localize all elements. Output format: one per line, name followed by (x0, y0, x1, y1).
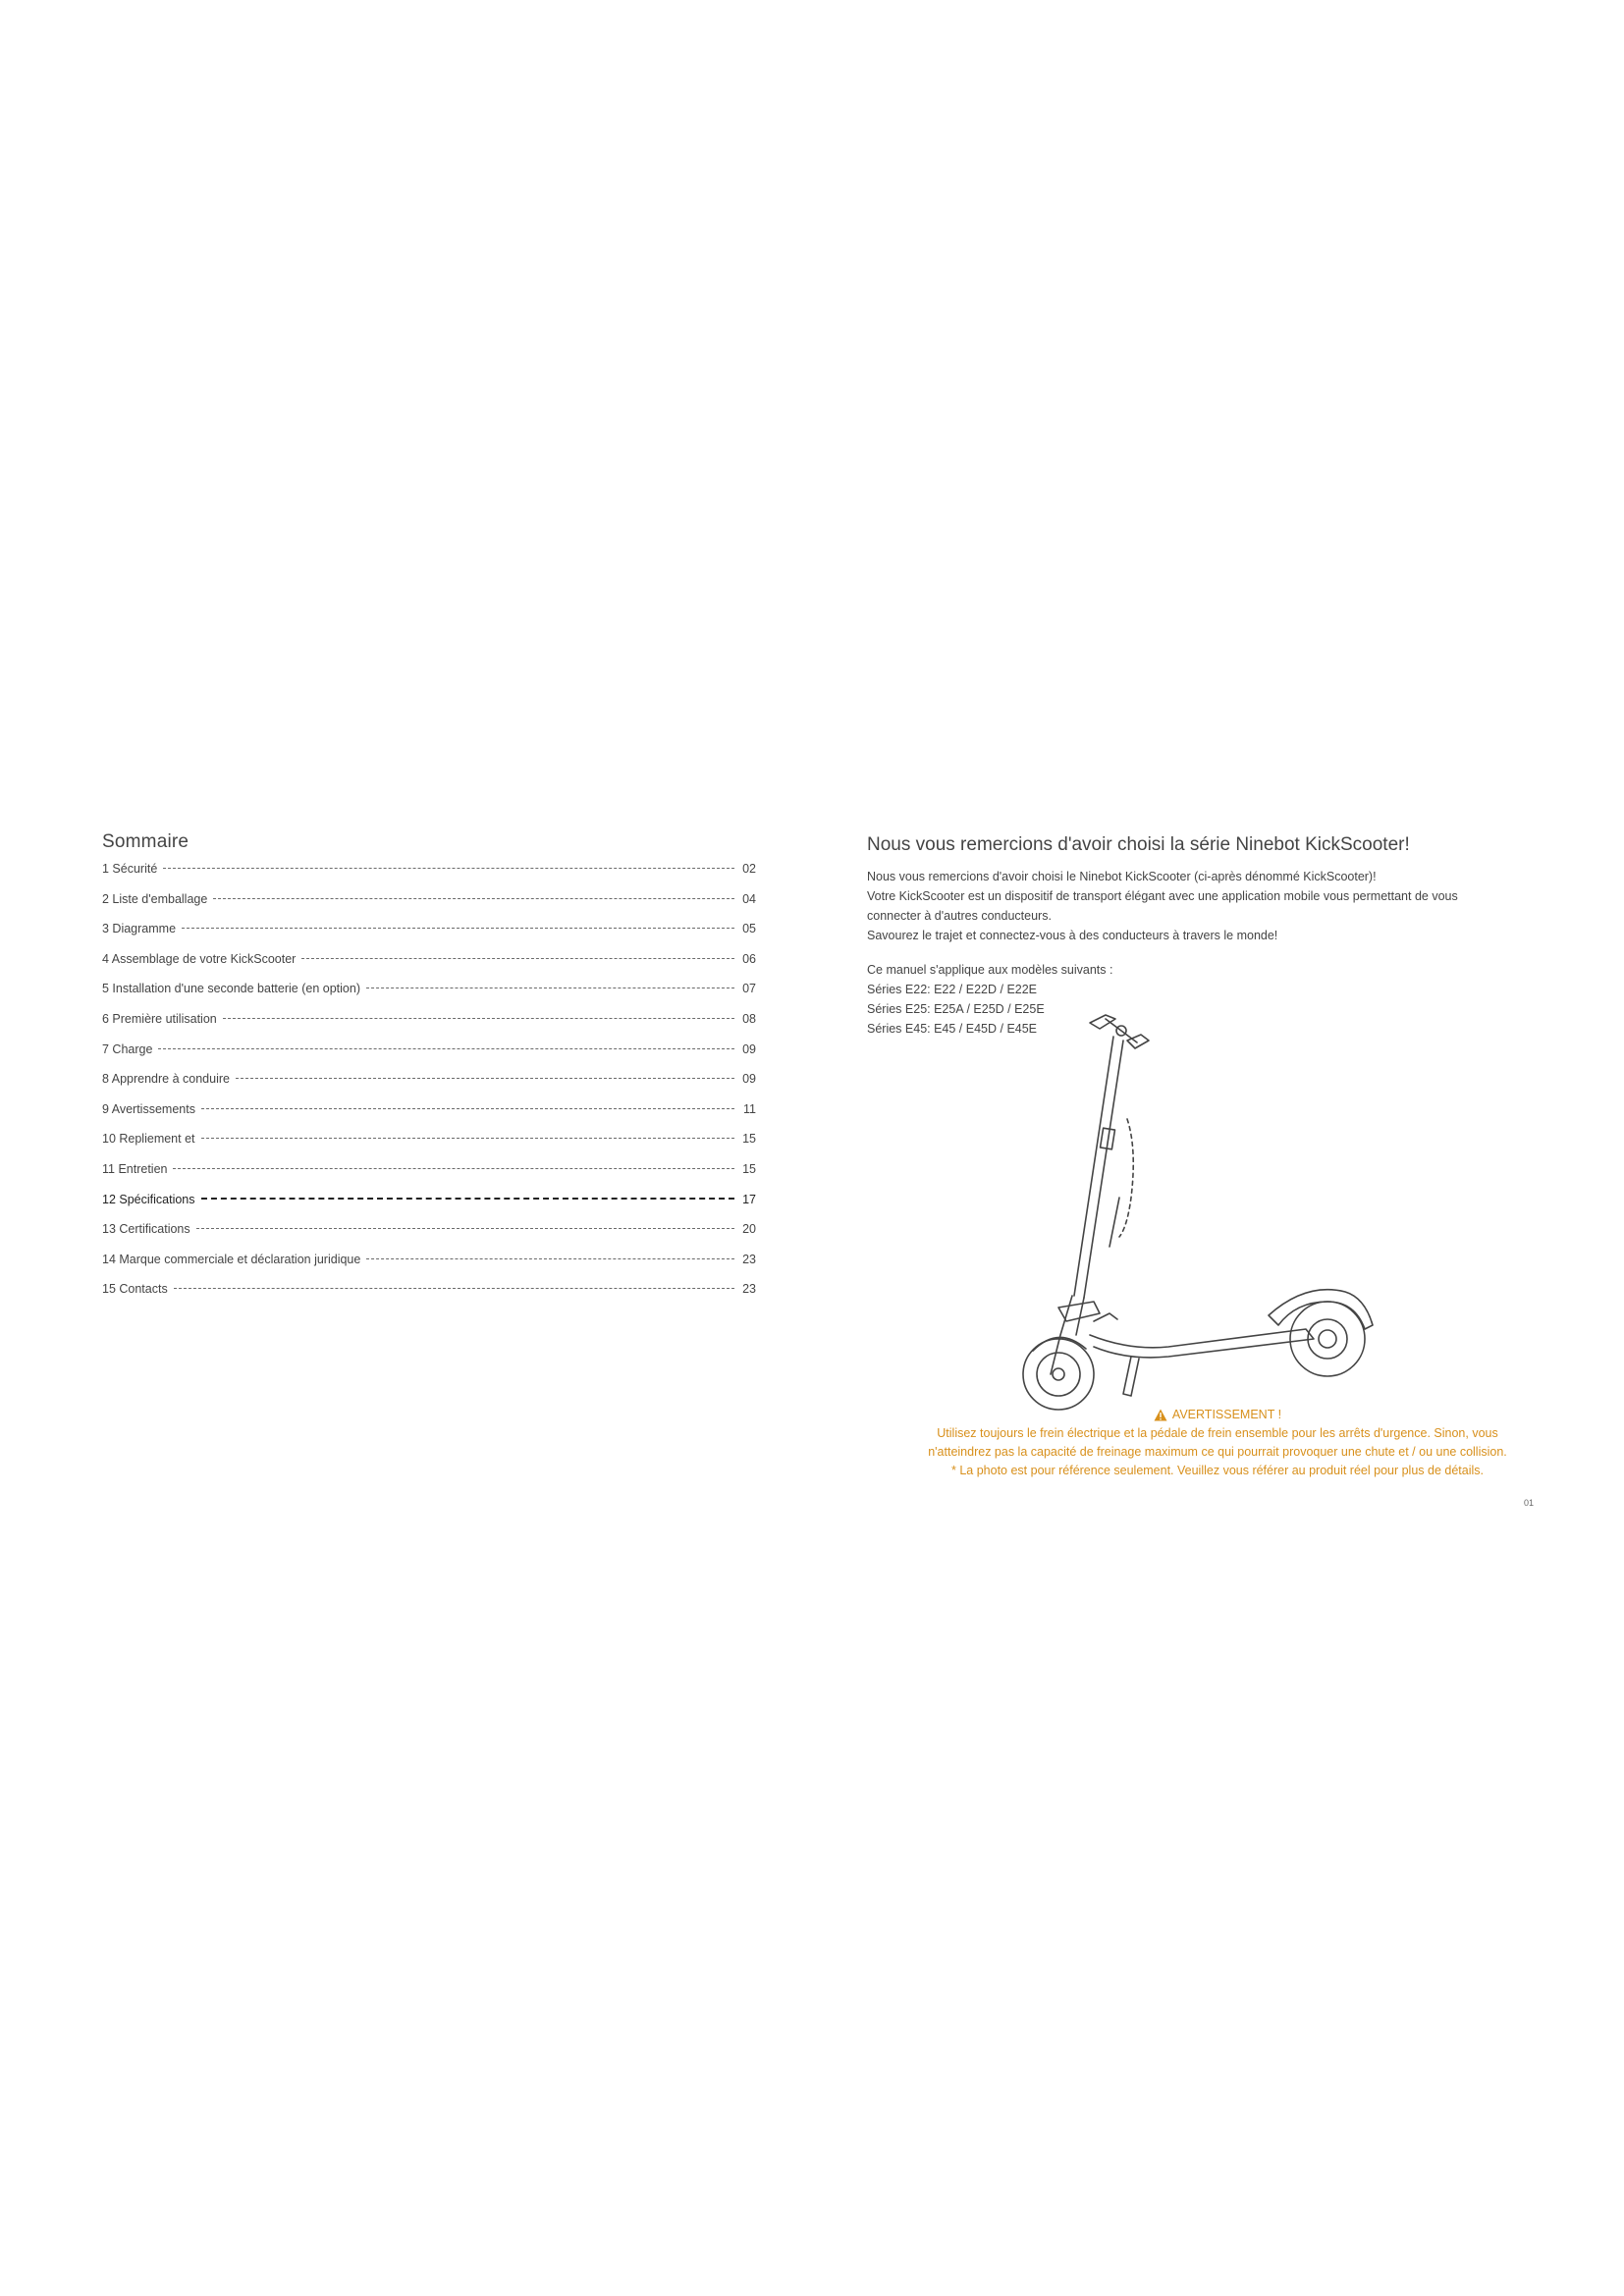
intro-line: connecter à d'autres conducteurs. (867, 909, 1052, 923)
toc-row[interactable] (102, 982, 756, 1012)
intro-line: Votre KickScooter est un dispositif de transport élégant avec une application mobile vous permettant de vous (867, 889, 1458, 903)
toc-leader-dots (301, 958, 734, 959)
warning-triangle-icon (1154, 1409, 1167, 1421)
toc-row[interactable] (102, 1102, 756, 1133)
toc-leader-dots (173, 1168, 734, 1169)
toc-entry-page: 02 (742, 862, 756, 876)
warning-block (884, 1406, 1551, 1480)
toc-entry-page: 05 (742, 922, 756, 936)
toc-entry-page: 20 (742, 1222, 756, 1237)
warning-note: * La photo est pour référence seulement. Veuillez vous référer au produit réel pour plus de détails. (951, 1464, 1484, 1477)
toc-row[interactable] (102, 1162, 756, 1193)
toc-row[interactable] (102, 862, 756, 892)
intro-title: Nous vous remercions d'avoir choisi la série Ninebot KickScooter! (867, 833, 1410, 855)
warning-title: AVERTISSEMENT ! (1171, 1408, 1282, 1421)
toc-entry-label: 9 Avertissements (102, 1101, 195, 1116)
warning-title-row (884, 1406, 1551, 1424)
toc-entry-label: 6 Première utilisation (102, 1011, 217, 1026)
toc-entry-label: 14 Marque commerciale et déclaration juridique (102, 1252, 361, 1266)
toc-row[interactable] (102, 1193, 756, 1223)
toc-entry-label: 3 Diagramme (102, 922, 177, 936)
toc-leader-dots (366, 1258, 734, 1259)
toc-entry-page: 07 (742, 982, 756, 996)
toc-leader-dots (201, 1198, 734, 1200)
warning-line: n'atteindrez pas la capacité de freinage maximum ce qui pourrait provoquer une chute et / ou une collision. (928, 1445, 1507, 1459)
toc-entry-label: 13 Certifications (102, 1222, 190, 1237)
toc-entry-page: 17 (742, 1192, 756, 1206)
warning-line: Utilisez toujours le frein électrique et la pédale de frein ensemble pour les arrêts d'urgence. Sinon, vous (937, 1426, 1498, 1440)
page-number: 01 (1524, 1498, 1535, 1508)
toc-row[interactable] (102, 922, 756, 952)
toc-entry-page: 23 (742, 1252, 756, 1266)
toc-entry-label: 7 Charge (102, 1041, 153, 1056)
toc-entry-label: 10 Repliement et (102, 1132, 195, 1147)
toc-leader-dots (236, 1078, 734, 1079)
toc-row[interactable] (102, 892, 756, 923)
intro-line: Savourez le trajet et connectez-vous à des conducteurs à travers le monde! (867, 929, 1278, 942)
models-line: Séries E25: E25A / E25D / E25E (867, 1002, 1045, 1016)
toc-leader-dots (201, 1108, 734, 1109)
toc-entry-page: 06 (742, 951, 756, 966)
intro-line: Nous vous remercions d'avoir choisi le Ninebot KickScooter (ci-après dénommé KickScooter)! (867, 870, 1377, 883)
toc-entry-page: 15 (742, 1161, 756, 1176)
toc-entry-label: 12 Spécifications (102, 1192, 195, 1206)
toc-row[interactable] (102, 952, 756, 983)
models-line: Séries E22: E22 / E22D / E22E (867, 983, 1038, 996)
toc-entry-label: 8 Apprendre à conduire (102, 1072, 230, 1087)
toc-row[interactable] (102, 1132, 756, 1162)
toc-leader-dots (182, 928, 734, 929)
models-line: Ce manuel s'applique aux modèles suivants : (867, 963, 1113, 977)
toc-entry-page: 15 (742, 1132, 756, 1147)
toc-entry-label: 11 Entretien (102, 1161, 168, 1176)
toc-row[interactable] (102, 1042, 756, 1073)
kickscooter-illustration (1011, 1001, 1404, 1414)
toc-entry-page: 11 (743, 1101, 756, 1116)
models-line: Séries E45: E45 / E45D / E45E (867, 1022, 1038, 1036)
toc-leader-dots (201, 1138, 734, 1139)
table-of-contents (102, 862, 756, 1312)
toc-leader-dots (158, 1048, 734, 1049)
intro-paragraph (867, 867, 1495, 945)
toc-entry-label: 15 Contacts (102, 1282, 168, 1297)
toc-entry-page: 23 (742, 1282, 756, 1297)
toc-entry-page: 08 (742, 1011, 756, 1026)
toc-entry-label: 5 Installation d'une seconde batterie (en option) (102, 982, 360, 996)
toc-entry-label: 2 Liste d'emballage (102, 891, 208, 906)
toc-row[interactable] (102, 1012, 756, 1042)
toc-row[interactable] (102, 1072, 756, 1102)
toc-entry-page: 09 (742, 1072, 756, 1087)
toc-row[interactable] (102, 1282, 756, 1312)
toc-entry-page: 04 (742, 891, 756, 906)
toc-entry-label: 1 Sécurité (102, 862, 158, 876)
toc-title: Sommaire (102, 830, 189, 852)
toc-leader-dots (163, 868, 734, 869)
toc-row[interactable] (102, 1253, 756, 1283)
toc-leader-dots (223, 1018, 734, 1019)
toc-leader-dots (174, 1288, 734, 1289)
toc-entry-page: 09 (742, 1041, 756, 1056)
toc-row[interactable] (102, 1222, 756, 1253)
toc-leader-dots (196, 1228, 734, 1229)
toc-entry-label: 4 Assemblage de votre KickScooter (102, 951, 297, 966)
toc-leader-dots (213, 898, 734, 899)
